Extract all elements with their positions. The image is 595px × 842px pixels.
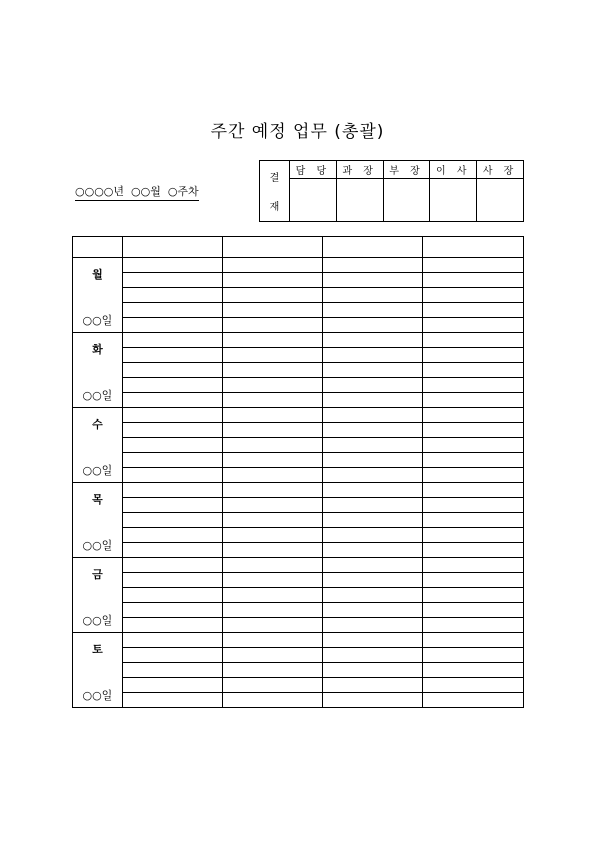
schedule-cell[interactable] <box>322 438 423 453</box>
schedule-cell[interactable] <box>322 693 423 708</box>
table-row <box>73 483 524 498</box>
table-row <box>73 513 524 528</box>
schedule-cell[interactable] <box>223 303 323 318</box>
schedule-cell[interactable] <box>322 318 423 333</box>
schedule-cell[interactable] <box>223 543 323 558</box>
schedule-cell[interactable] <box>122 648 223 663</box>
table-row <box>73 663 524 678</box>
schedule-cell[interactable] <box>423 273 524 288</box>
day-cell <box>73 558 123 633</box>
schedule-cell[interactable] <box>423 393 524 408</box>
table-row <box>73 588 524 603</box>
day-name: 목 <box>92 493 103 506</box>
table-row <box>73 363 524 378</box>
schedule-cell[interactable] <box>322 633 423 648</box>
table-row <box>73 648 524 663</box>
schedule-cell[interactable] <box>223 513 323 528</box>
schedule-cell[interactable] <box>122 468 223 483</box>
approval-box <box>259 160 524 222</box>
schedule-cell[interactable] <box>423 678 524 693</box>
schedule-cell[interactable] <box>322 363 423 378</box>
weekly-schedule-table <box>72 236 524 708</box>
schedule-cell[interactable] <box>423 543 524 558</box>
table-row <box>73 573 524 588</box>
table-row <box>73 348 524 363</box>
schedule-cell[interactable] <box>122 303 223 318</box>
schedule-cell[interactable] <box>122 348 223 363</box>
table-row <box>73 378 524 393</box>
schedule-cell[interactable] <box>322 483 423 498</box>
table-row <box>73 468 524 483</box>
schedule-cell[interactable] <box>423 633 524 648</box>
signature-cell[interactable] <box>383 179 430 222</box>
schedule-cell[interactable] <box>223 663 323 678</box>
day-name: 토 <box>92 643 103 656</box>
schedule-cell[interactable] <box>223 348 323 363</box>
schedule-cell[interactable] <box>423 318 524 333</box>
day-cell <box>73 483 123 558</box>
schedule-cell[interactable] <box>322 528 423 543</box>
schedule-cell[interactable] <box>423 303 524 318</box>
schedule-cell[interactable] <box>423 513 524 528</box>
day-cell <box>73 333 123 408</box>
schedule-cell[interactable] <box>322 468 423 483</box>
schedule-cell[interactable] <box>223 438 323 453</box>
approval-header: 부 장 <box>383 161 430 179</box>
schedule-cell[interactable] <box>423 453 524 468</box>
schedule-cell[interactable] <box>122 588 223 603</box>
day-date: ○○일 <box>82 314 113 327</box>
schedule-cell[interactable] <box>122 543 223 558</box>
schedule-cell[interactable] <box>423 378 524 393</box>
table-row <box>73 618 524 633</box>
day-cell <box>73 633 123 708</box>
week-period-line[interactable]: ○○○○년 ○○월 ○주차 <box>75 183 199 201</box>
schedule-cell[interactable] <box>322 453 423 468</box>
approval-label-bottom: 재 <box>269 202 280 213</box>
table-row <box>73 258 524 273</box>
schedule-cell[interactable] <box>423 663 524 678</box>
schedule-cell[interactable] <box>122 513 223 528</box>
table-row <box>73 678 524 693</box>
schedule-cell[interactable] <box>423 468 524 483</box>
schedule-cell[interactable] <box>423 693 524 708</box>
schedule-cell[interactable] <box>223 528 323 543</box>
schedule-cell[interactable] <box>423 438 524 453</box>
table-row <box>73 693 524 708</box>
schedule-cell[interactable] <box>122 603 223 618</box>
schedule-cell[interactable] <box>322 543 423 558</box>
day-name: 수 <box>92 418 103 431</box>
approval-label-top: 결 <box>269 173 280 184</box>
schedule-cell[interactable] <box>223 258 323 273</box>
table-row <box>73 273 524 288</box>
table-row <box>73 303 524 318</box>
schedule-cell[interactable] <box>223 318 323 333</box>
schedule-cell[interactable] <box>223 693 323 708</box>
schedule-cell[interactable] <box>122 618 223 633</box>
day-cell <box>73 408 123 483</box>
header-cell[interactable] <box>223 237 323 258</box>
schedule-cell[interactable] <box>322 648 423 663</box>
schedule-cell[interactable] <box>322 588 423 603</box>
schedule-cell[interactable] <box>122 633 223 648</box>
schedule-cell[interactable] <box>322 558 423 573</box>
approval-header: 과 장 <box>336 161 383 179</box>
approval-header: 이 사 <box>430 161 477 179</box>
table-row <box>73 408 524 423</box>
table-row <box>73 333 524 348</box>
day-name: 금 <box>92 568 103 581</box>
schedule-cell[interactable] <box>322 408 423 423</box>
day-date: ○○일 <box>82 689 113 702</box>
schedule-cell[interactable] <box>423 408 524 423</box>
signature-cell[interactable] <box>336 179 383 222</box>
schedule-cell[interactable] <box>122 678 223 693</box>
table-row <box>73 633 524 648</box>
table-row <box>73 318 524 333</box>
schedule-cell[interactable] <box>322 513 423 528</box>
table-row <box>73 423 524 438</box>
page-title: 주간 예정 업무 (총괄) <box>210 122 385 142</box>
schedule-cell[interactable] <box>122 333 223 348</box>
table-row <box>73 498 524 513</box>
table-row <box>73 543 524 558</box>
schedule-cell[interactable] <box>223 468 323 483</box>
schedule-cell[interactable] <box>322 303 423 318</box>
schedule-cell[interactable] <box>423 288 524 303</box>
schedule-cell[interactable] <box>122 528 223 543</box>
schedule-cell[interactable] <box>122 363 223 378</box>
signature-cell[interactable] <box>430 179 477 222</box>
schedule-cell[interactable] <box>223 558 323 573</box>
schedule-cell[interactable] <box>423 588 524 603</box>
schedule-cell[interactable] <box>122 378 223 393</box>
approval-label <box>260 161 290 222</box>
schedule-cell[interactable] <box>322 423 423 438</box>
schedule-cell[interactable] <box>122 453 223 468</box>
schedule-cell[interactable] <box>423 558 524 573</box>
schedule-cell[interactable] <box>322 678 423 693</box>
schedule-cell[interactable] <box>122 693 223 708</box>
schedule-cell[interactable] <box>223 408 323 423</box>
header-cell[interactable] <box>322 237 423 258</box>
schedule-cell[interactable] <box>322 603 423 618</box>
schedule-cell[interactable] <box>122 498 223 513</box>
day-name: 화 <box>92 343 103 356</box>
schedule-cell[interactable] <box>223 423 323 438</box>
schedule-cell[interactable] <box>322 618 423 633</box>
schedule-cell[interactable] <box>423 423 524 438</box>
schedule-cell[interactable] <box>322 393 423 408</box>
schedule-cell[interactable] <box>322 258 423 273</box>
table-row <box>73 453 524 468</box>
schedule-cell[interactable] <box>122 438 223 453</box>
schedule-cell[interactable] <box>223 453 323 468</box>
schedule-cell[interactable] <box>423 333 524 348</box>
schedule-cell[interactable] <box>223 633 323 648</box>
schedule-cell[interactable] <box>122 288 223 303</box>
schedule-cell[interactable] <box>322 333 423 348</box>
schedule-cell[interactable] <box>223 333 323 348</box>
day-date: ○○일 <box>82 389 113 402</box>
header-row <box>73 237 524 258</box>
schedule-cell[interactable] <box>423 483 524 498</box>
table-row <box>73 558 524 573</box>
approval-header: 담 당 <box>290 161 337 179</box>
table-row <box>73 528 524 543</box>
schedule-cell[interactable] <box>423 603 524 618</box>
schedule-cell[interactable] <box>322 378 423 393</box>
schedule-cell[interactable] <box>223 273 323 288</box>
schedule-cell[interactable] <box>223 648 323 663</box>
schedule-cell[interactable] <box>223 363 323 378</box>
schedule-cell[interactable] <box>423 648 524 663</box>
schedule-cell[interactable] <box>122 408 223 423</box>
schedule-cell[interactable] <box>423 258 524 273</box>
schedule-cell[interactable] <box>322 273 423 288</box>
header-cell[interactable] <box>122 237 223 258</box>
schedule-cell[interactable] <box>122 663 223 678</box>
schedule-cell[interactable] <box>322 498 423 513</box>
schedule-cell[interactable] <box>322 288 423 303</box>
day-name: 월 <box>92 268 103 281</box>
schedule-cell[interactable] <box>423 528 524 543</box>
schedule-cell[interactable] <box>122 483 223 498</box>
schedule-cell[interactable] <box>223 618 323 633</box>
schedule-cell[interactable] <box>423 498 524 513</box>
schedule-cell[interactable] <box>122 558 223 573</box>
schedule-cell[interactable] <box>122 318 223 333</box>
table-row <box>73 393 524 408</box>
schedule-cell[interactable] <box>122 573 223 588</box>
day-date: ○○일 <box>82 539 113 552</box>
header-cell[interactable] <box>423 237 524 258</box>
table-row <box>73 288 524 303</box>
table-row <box>73 438 524 453</box>
schedule-cell[interactable] <box>122 273 223 288</box>
schedule-cell[interactable] <box>423 348 524 363</box>
table-row <box>73 603 524 618</box>
schedule-cell[interactable] <box>322 663 423 678</box>
day-date: ○○일 <box>82 614 113 627</box>
header-cell[interactable] <box>73 237 123 258</box>
schedule-cell[interactable] <box>223 588 323 603</box>
approval-header: 사 장 <box>477 161 524 179</box>
schedule-cell[interactable] <box>122 423 223 438</box>
schedule-cell[interactable] <box>122 258 223 273</box>
schedule-cell[interactable] <box>423 363 524 378</box>
schedule-cell[interactable] <box>223 483 323 498</box>
schedule-cell[interactable] <box>223 393 323 408</box>
schedule-cell[interactable] <box>423 573 524 588</box>
day-date: ○○일 <box>82 464 113 477</box>
schedule-cell[interactable] <box>223 378 323 393</box>
schedule-cell[interactable] <box>223 498 323 513</box>
signature-cell[interactable] <box>477 179 524 222</box>
schedule-cell[interactable] <box>322 348 423 363</box>
schedule-cell[interactable] <box>223 603 323 618</box>
schedule-cell[interactable] <box>223 678 323 693</box>
signature-cell[interactable] <box>290 179 337 222</box>
schedule-cell[interactable] <box>122 393 223 408</box>
schedule-cell[interactable] <box>322 573 423 588</box>
day-cell <box>73 258 123 333</box>
schedule-cell[interactable] <box>423 618 524 633</box>
schedule-cell[interactable] <box>223 288 323 303</box>
schedule-cell[interactable] <box>223 573 323 588</box>
